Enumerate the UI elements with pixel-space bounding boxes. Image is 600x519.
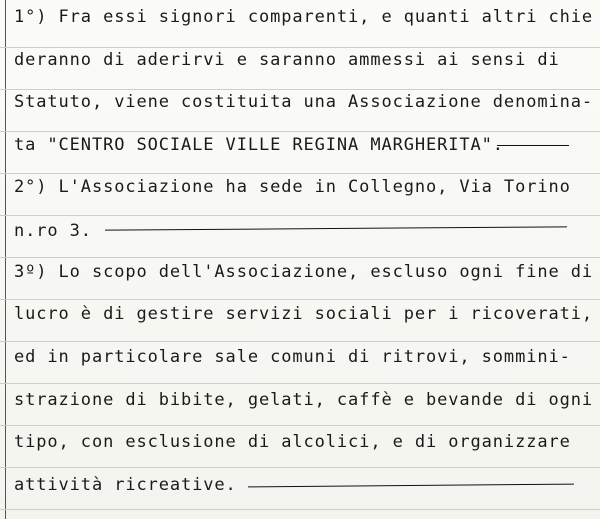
text-line-5: 2°) L'Associazione ha sede in Collegno, Via Torino — [14, 177, 571, 197]
text-line-9: ed in particolare sale comuni di ritrovi, sommini- — [14, 347, 571, 367]
fill-dash-line — [248, 484, 574, 488]
fill-dash-line — [497, 145, 569, 146]
text-line-10: strazione di bibite, gelati, caffè e bevande di ogni — [14, 390, 594, 410]
text-line-2: deranno di aderirvi e saranno ammessi ai sensi di — [14, 50, 560, 70]
text-line-1: 1°) Fra essi signori comparenti, e quanti altri chie — [14, 7, 594, 27]
ruled-line — [0, 467, 600, 468]
text-line-12: attività ricreative. — [14, 475, 237, 495]
fill-dash-line — [105, 226, 567, 230]
ruled-line — [0, 509, 600, 510]
text-line-4: ta "CENTRO SOCIALE VILLE REGINA MARGHERITA". — [14, 135, 504, 155]
text-line-6: n.ro 3. — [14, 221, 92, 241]
text-line-3: Statuto, viene costituita una Associazione denomina- — [14, 92, 594, 112]
ruled-line — [0, 173, 600, 174]
ruled-line — [0, 383, 600, 384]
text-line-7: 3º) Lo scopo dell'Associazione, escluso ogni fine di — [14, 262, 594, 282]
ruled-line — [0, 131, 600, 132]
ruled-line — [0, 215, 600, 216]
margin-line — [5, 0, 6, 519]
ruled-line — [0, 89, 600, 90]
text-line-11: tipo, con esclusione di alcolici, e di organizzare — [14, 432, 571, 452]
ruled-line — [0, 341, 600, 342]
ruled-line — [0, 299, 600, 300]
ruled-line — [0, 47, 600, 48]
ruled-line — [0, 257, 600, 258]
text-line-8: lucro è di gestire servizi sociali per i ricoverati, — [14, 304, 594, 324]
ruled-line — [0, 425, 600, 426]
